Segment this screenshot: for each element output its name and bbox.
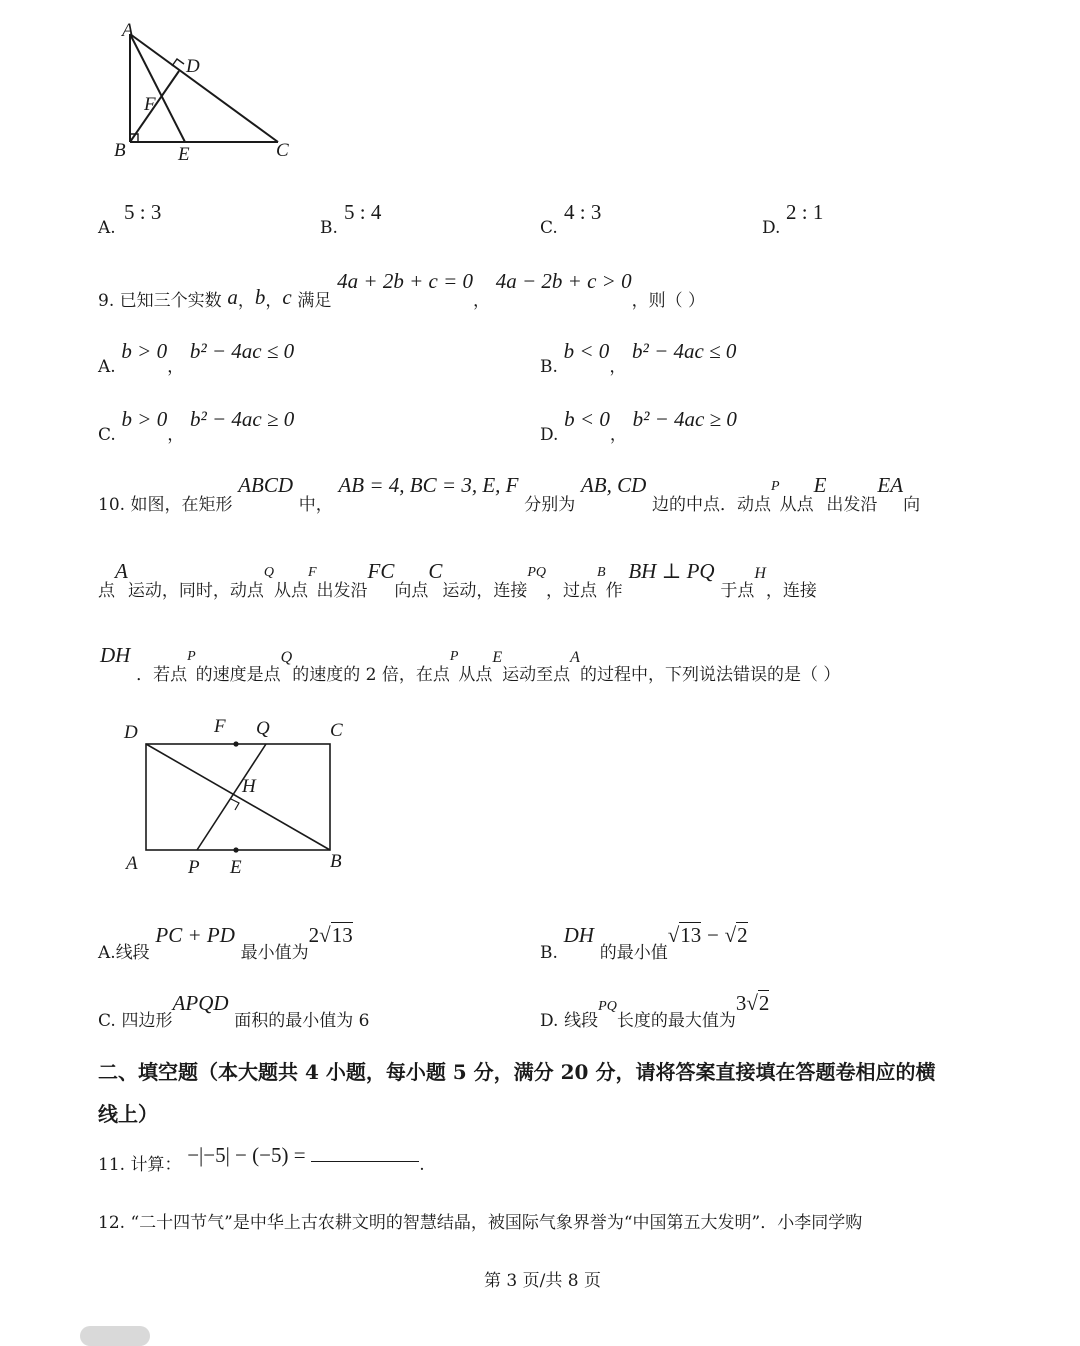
q12-text: 12. “二十四节气”是中华上古农耕文明的智慧结晶，被国际气象界誉为“中国第五大发明”．小李同学购 bbox=[98, 1213, 863, 1233]
label-D: D bbox=[124, 722, 138, 743]
q8-option-b-letter: B. bbox=[320, 218, 338, 238]
q9-option-b: B. b < 0， b² − 4ac ≤ 0 bbox=[540, 339, 737, 377]
triangle-figure bbox=[100, 18, 310, 178]
label-D: D bbox=[186, 56, 200, 77]
q10-option-b: B. DH 的最小值√13 − √2 bbox=[540, 923, 748, 963]
q8-option-c-letter: C. bbox=[540, 218, 558, 238]
q9-eq1: 4a + 2b + c = 0 bbox=[337, 269, 473, 293]
q10-option-d: D. 线段PQ长度的最大值为3√2 bbox=[540, 991, 770, 1031]
q9-option-a: A. b > 0， b² − 4ac ≤ 0 bbox=[98, 339, 295, 377]
label-F: F bbox=[144, 94, 156, 115]
section-2-title-cont: 线上） bbox=[98, 1102, 158, 1126]
scroll-indicator bbox=[80, 1326, 150, 1346]
label-B: B bbox=[330, 851, 342, 872]
label-P: P bbox=[188, 857, 200, 878]
label-E: E bbox=[178, 144, 190, 165]
section-2-title: 二、填空题（本大题共 4 小题，每小题 5 分，满分 20 分，请将答案直接填在答题卷相应的横 bbox=[98, 1060, 936, 1084]
label-C: C bbox=[276, 140, 289, 161]
q10-option-c: C. 四边形APQD 面积的最小值为 6 bbox=[98, 991, 370, 1031]
label-A: A bbox=[126, 853, 138, 874]
q8-option-c-value: 4 : 3 bbox=[564, 200, 602, 224]
q10-line-3: DH ．若点P的速度是点Q的速度的 2 倍，在点P从点E运动至点A的过程中，下列说法错误的是（ ） bbox=[100, 643, 841, 685]
q10-line-2: 点A运动，同时，动点Q从点F出发沿FC向点C运动，连接PQ，过点B作 BH ⊥ PQ 于点H，连接 bbox=[98, 559, 817, 601]
q11-expression: −|−5| − (−5) = bbox=[187, 1143, 306, 1167]
q10-line-1: 10. 如图，在矩形 ABCD 中， AB = 4, BC = 3, E, F 分别为 AB, CD 边的中点．动点P从点E出发沿EA向 bbox=[98, 473, 921, 515]
label-Q: Q bbox=[256, 718, 270, 739]
label-H: H bbox=[242, 776, 256, 797]
q8-option-d-value: 2 : 1 bbox=[786, 200, 824, 224]
q8-option-b-value: 5 : 4 bbox=[344, 200, 382, 224]
label-A: A bbox=[122, 20, 134, 41]
q9-stem: 9. 已知三个实数 a，b，c 满足 4a + 2b + c = 0， 4a − 2b + c > 0，则（ ） bbox=[98, 269, 705, 311]
page-footer: 第 3 页/共 8 页 bbox=[484, 1271, 601, 1291]
q8-option-a-value: 5 : 3 bbox=[124, 200, 162, 224]
q8-option-d-letter: D. bbox=[762, 218, 781, 238]
q8-option-a-letter: A. bbox=[98, 218, 116, 238]
q11-answer-blank bbox=[311, 1143, 419, 1162]
rectangle-figure bbox=[118, 712, 368, 882]
label-E: E bbox=[230, 857, 242, 878]
q10-option-a: A.线段 PC + PD 最小值为2√13 bbox=[98, 923, 353, 963]
label-F: F bbox=[214, 716, 226, 737]
q9-eq2: 4a − 2b + c > 0 bbox=[495, 269, 632, 293]
q11: 11. 计算： −|−5| − (−5) = . bbox=[98, 1143, 425, 1175]
label-B: B bbox=[114, 140, 126, 161]
q9-option-d: D. b < 0， b² − 4ac ≥ 0 bbox=[540, 407, 737, 445]
label-C: C bbox=[330, 720, 343, 741]
q9-option-c: C. b > 0， b² − 4ac ≥ 0 bbox=[98, 407, 295, 445]
